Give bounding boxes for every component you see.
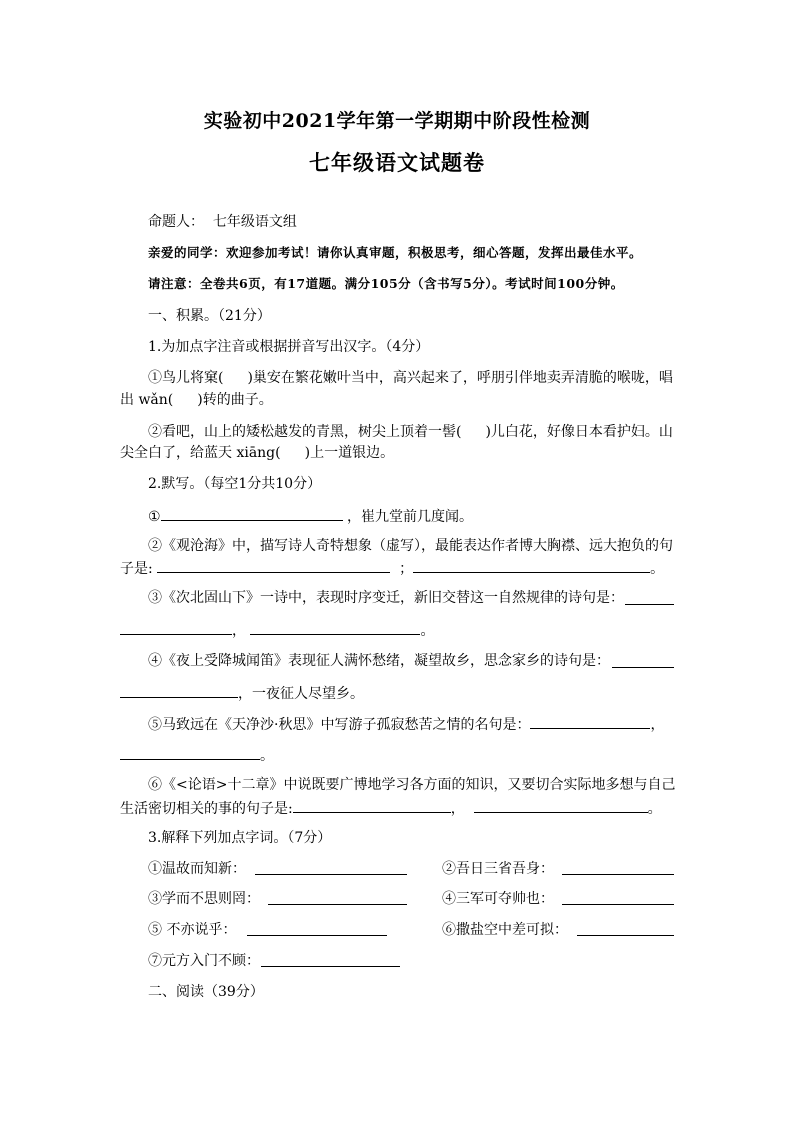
answer-blank[interactable] (120, 745, 260, 760)
section1-heading: 一、积累。（21分） (148, 308, 271, 324)
q3-item (148, 952, 260, 970)
q2-line4-a (148, 652, 610, 670)
q1-item1-text-c: 出 wǎn( (120, 392, 174, 408)
q3-item-label: ⑦元方入门不顾： (148, 953, 260, 969)
q1-item1-line1 (148, 369, 673, 387)
q2-l5-end: 。 (260, 748, 274, 764)
q2-l2-end: 。 (650, 561, 665, 577)
q1-item2-text-a: ②看吧，山上的矮松越发的青黑，树尖上顶着一髻( (148, 424, 462, 440)
q1-item1-text-a: ①鸟儿将窠( (148, 370, 224, 386)
answer-blank[interactable] (625, 604, 674, 605)
answer-blank[interactable] (530, 714, 650, 729)
q2-l4-text: ④《夜上受降城闻笛》表现征人满怀愁绪，凝望故乡，思念家乡的诗句是： (148, 653, 610, 669)
q1-item2-text-d: )上一道银边。 (304, 445, 395, 461)
q2-line6-b (120, 798, 662, 818)
q3-item-label: ①温故而知新： (148, 861, 246, 877)
q1-item2-text-c: 尖全白了，给蓝天 xiāng( (120, 445, 281, 461)
q2-line1 (148, 506, 473, 526)
q2-prompt: 2.默写。（每空1分共10分） (148, 476, 322, 492)
notice-text: 请注意：全卷共6页，有17道题。满分105分（含书写5分）。考试时间100分钟。 (148, 276, 624, 291)
exam-title: 实验初中2021学年第一学期期中阶段性检测 (203, 110, 591, 132)
q2-l2-sep: ； (399, 561, 414, 577)
q1-item2-line2 (120, 444, 394, 462)
q1-item1-text-b: )巢安在繁花嫩叶当中，高兴起来了，呼朋引伴地卖弄清脆的喉咙，唱 (247, 370, 673, 386)
q3-item-label: ②吾日三省吾身： (442, 861, 554, 877)
answer-blank[interactable] (261, 966, 400, 967)
q3-item-label: ③学而不思则罔： (148, 891, 260, 907)
answer-blank[interactable] (250, 620, 420, 635)
q2-l6-end: 。 (647, 801, 662, 817)
answer-blank[interactable] (255, 874, 407, 875)
q2-line3-b (120, 620, 434, 640)
q2-l4-end: ，一夜征人尽望乡。 (238, 686, 364, 702)
answer-blank[interactable] (157, 558, 390, 573)
q3-item (442, 890, 554, 908)
q1-item2-line1 (148, 423, 673, 441)
q2-line6-a: ⑥《<论语>十二章》中说既要广博地学习各方面的知识，又要切合实际地多想与自己 (148, 777, 676, 793)
answer-blank[interactable] (562, 874, 674, 875)
answer-blank[interactable] (247, 935, 387, 936)
q3-prompt: 3.解释下列加点字词。（7分） (148, 830, 332, 846)
q2-l3-text: ③《次北固山下》一诗中，表现时序变迁，新旧交替这一自然规律的诗句是： (148, 590, 624, 606)
q3-item-label: ⑤ 不亦说乎： (148, 922, 237, 938)
answer-blank[interactable] (293, 798, 451, 813)
q3-item-label: ⑥撒盐空中差可拟： (442, 922, 568, 938)
q3-item (442, 921, 568, 939)
q2-line5-b (120, 745, 274, 765)
q3-item (148, 890, 260, 908)
q3-item (148, 921, 236, 939)
answer-blank[interactable] (120, 620, 232, 635)
author-value: 七年级语文组 (212, 214, 297, 230)
q2-line3-a (148, 589, 624, 607)
answer-blank[interactable] (474, 798, 648, 813)
q2-line2-a: ②《观沧海》中，描写诗人奇特想象（虚写），最能表达作者博大胸襟、远大抱负的句 (148, 538, 673, 554)
answer-blank[interactable] (577, 935, 674, 936)
q2-l2-label: 子是: (120, 561, 153, 577)
answer-blank[interactable] (161, 506, 343, 521)
q3-item (442, 860, 554, 878)
q3-item (148, 860, 246, 878)
q2-l3-sep: ， (232, 623, 246, 639)
q2-l3-end: 。 (420, 623, 435, 639)
author-label: 命题人： (148, 214, 204, 230)
q2-line4-b (120, 683, 364, 703)
q1-item1-text-d: )转的曲子。 (197, 392, 273, 408)
answer-blank[interactable] (612, 667, 674, 668)
q2-line5-a (148, 714, 664, 734)
q2-l5-text: ⑤马致远在《天净沙·秋思》中写游子孤寂愁苦之情的名句是： (148, 717, 531, 733)
q2-l6-label: 生活密切相关的事的句子是: (120, 801, 293, 817)
answer-blank[interactable] (562, 904, 674, 905)
greeting-text: 亲爱的同学：欢迎参加考试！请你认真审题，积极思考，细心答题，发挥出最佳水平。 (148, 245, 643, 260)
exam-subtitle: 七年级语文试题卷 (309, 150, 485, 175)
q1-prompt: 1.为加点字注音或根据拼音写出汉字。（4分） (148, 339, 430, 355)
author-line (148, 213, 297, 231)
q1-item2-text-b: )儿白花，好像日本看护妇。山 (485, 424, 673, 440)
section2-heading: 二、阅读（39分） (148, 984, 264, 1000)
q3-item-label: ④三军可夺帅也： (442, 891, 554, 907)
q2-l6-sep: ， (450, 801, 465, 817)
q2-l5-sep: ， (650, 717, 665, 733)
answer-blank[interactable] (120, 683, 238, 698)
answer-blank[interactable] (413, 558, 650, 573)
q2-l1-text: ，崔九堂前几度闻。 (347, 509, 474, 525)
q2-l1-num: ① (148, 509, 161, 525)
q1-item1-line2 (120, 391, 273, 409)
answer-blank[interactable] (268, 904, 407, 905)
q2-line2-b (120, 558, 664, 578)
